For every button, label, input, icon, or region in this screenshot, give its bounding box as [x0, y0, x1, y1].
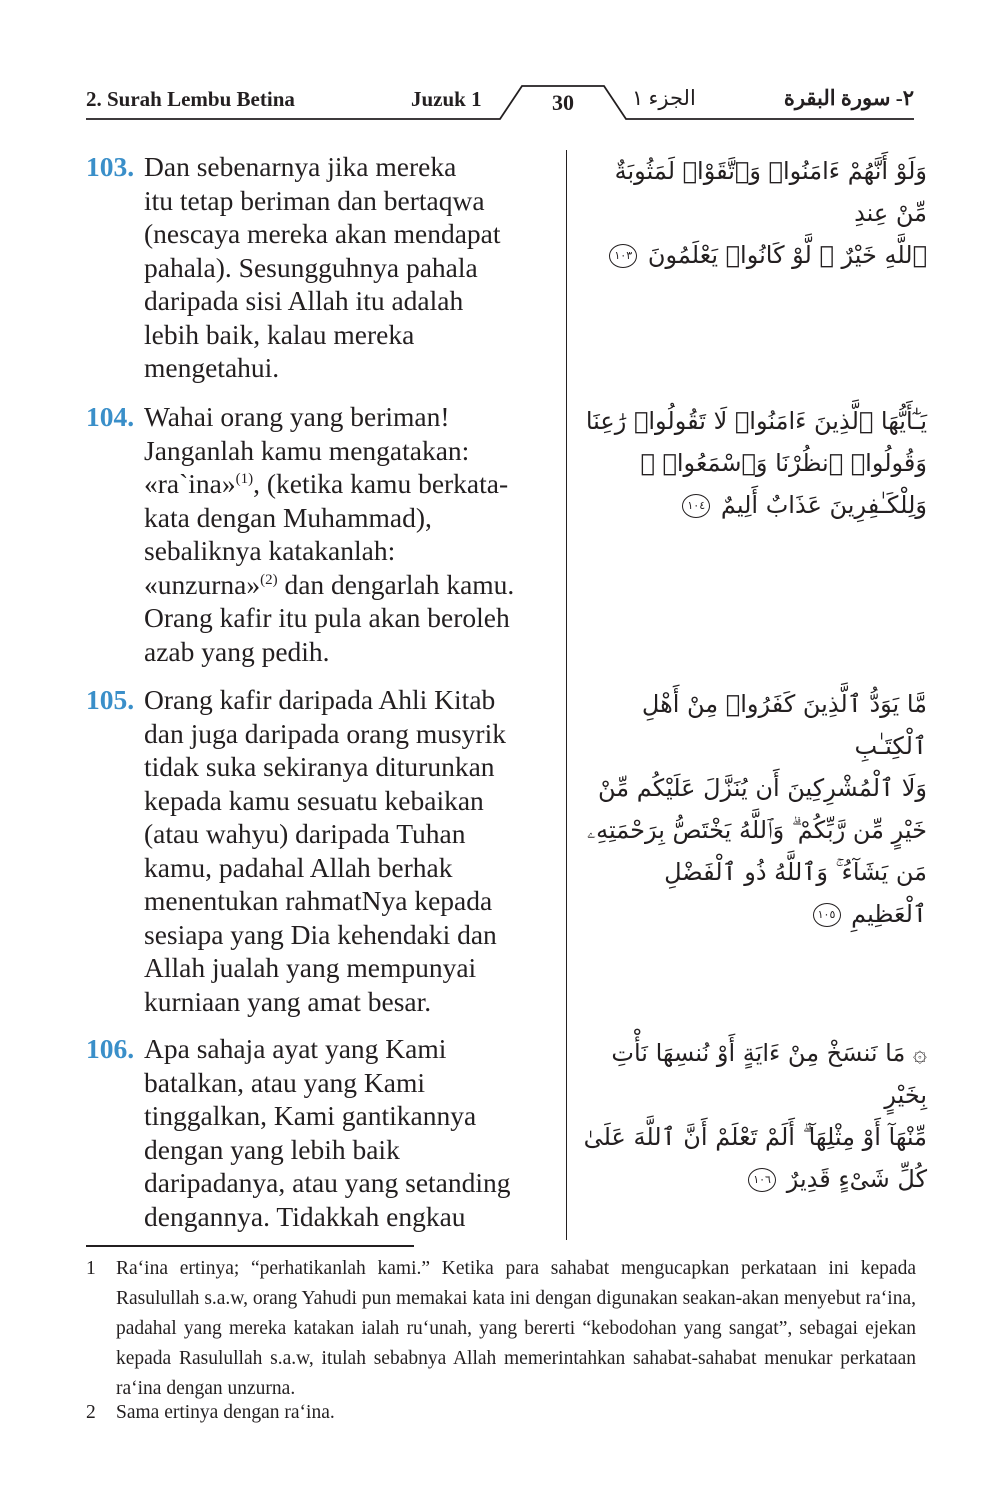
arabic-line: وَلَوْ أَنَّهُمْ ءَامَنُوا۟ وَٱتَّقَوْا۟ لَمَثُوبَةٌ مِّنْ عِندِ	[614, 157, 927, 227]
verse-text-part: dan dengarlah kamu. Orang kafir itu pula akan beroleh azab yang pedih.	[144, 568, 515, 667]
verse-number: 103.	[86, 151, 135, 182]
ayah-end-marker: ١٠٤	[682, 494, 710, 518]
arabic-line	[582, 234, 927, 276]
header-juz-arabic: الجزء ١	[632, 86, 696, 110]
verse-text: Apa sahaja ayat yang Kami batalkan, atau yang Kami tinggalkan, Kami gantikannya dengan yang lebih baik daripadanya, atau yang setanding dengannya. Tidakkah engkau	[144, 1033, 511, 1232]
verse-104-translation	[86, 400, 558, 668]
arabic-line-text: مَن يَشَآءُ ۚ وَٱللَّهُ ذُو ٱلْفَضْلِ ٱلْعَظِيمِ	[664, 858, 927, 928]
verse-number: 105.	[86, 684, 135, 715]
verse-text-part: Wahai orang yang beriman! Janganlah kamu mengatakan: «ra`ina»	[144, 401, 470, 499]
verse-103-translation	[86, 150, 558, 385]
header-rule	[0, 0, 1000, 140]
footnote-text: Ra‘ina ertinya; “perhatikanlah kami.” Ketika para sahabat mengucapkan perkataan ini kepada Rasulullah s.a.w, orang Yahudi pun memakai kata ini dengan digunakan seakan-akan menyebut ra‘ina, padahal yang mereka katakan ialah ru‘unah, yang bererti “kebodohan yang sangat”, sebagai ejekan kepada Rasulullah s.a.w, itulah sebabnya Allah memerintahkan sahabat-sahabat menukar perkataan ra‘ina dengan unzurna.	[116, 1258, 916, 1399]
page-number: 30	[552, 90, 574, 115]
arabic-line-text: وَلِلْكَـٰفِرِينَ عَذَابٌ أَلِيمٌ	[720, 491, 927, 519]
header-surah-title: 2. Surah Lembu Betina	[86, 87, 295, 111]
arabic-line	[582, 1158, 927, 1200]
ayah-end-marker: ١٠٦	[748, 1168, 776, 1192]
verse-text: Orang kafir daripada Ahli Kitab dan juga daripada orang musyrik tidak suka sekiranya diturunkan kepada kamu sesuatu kebaikan (atau wahyu) daripada Tuhan kamu, padahal Allah berhak menentukan rahmatNya kepada sesiapa yang Dia kehendaki dan Allah jualah yang mempunyai kurniaan yang amat besar.	[144, 684, 506, 1017]
footnote-ref-2[interactable]: (2)	[260, 571, 278, 588]
verse-text: Dan sebenarnya jika mereka itu tetap beriman dan bertaqwa (nescaya mereka akan mendapat pahala). Sesungguhnya pahala daripada sisi Allah itu adalah lebih baik, kalau mereka mengetahui.	[144, 151, 501, 383]
header-juzuk: Juzuk 1	[411, 87, 482, 111]
footnote-text: Sama ertinya dengan ra‘ina.	[116, 1402, 335, 1423]
verse-105-translation	[86, 683, 558, 1018]
arabic-line: يَـٰٓأَيُّهَا ٱلَّذِينَ ءَامَنُوا۟ لَا تَقُولُوا۟ رَٰعِنَا	[585, 407, 927, 435]
verse-number: 104.	[86, 401, 135, 432]
footnote-rule	[86, 1245, 414, 1247]
arabic-line-text: ٱللَّهِ خَيْرٌ ۖ لَّوْ كَانُوا۟ يَعْلَمُونَ	[647, 241, 927, 269]
arabic-line-text: كُلِّ شَىْءٍ قَدِيرٌ	[786, 1165, 927, 1193]
ayah-end-marker: ١٠٥	[813, 903, 841, 927]
arabic-line: مَّا يَوَدُّ ٱلَّذِينَ كَفَرُوا۟ مِنْ أَهْلِ ٱلْكِتَـٰبِ	[641, 690, 927, 760]
verse-105-arabic	[582, 683, 927, 935]
verse-104-arabic	[582, 400, 927, 526]
arabic-line: وَلَا ٱلْمُشْرِكِينَ أَن يُنَزَّلَ عَلَيْكُم مِّنْ	[597, 774, 927, 802]
arabic-line: مِّنْهَآ أَوْ مِثْلِهَآ ۗ أَلَمْ تَعْلَمْ أَنَّ ٱللَّهَ عَلَىٰ	[583, 1123, 927, 1151]
arabic-line: خَيْرٍ مِّن رَّبِّكُمْ ۗ وَٱللَّهُ يَخْتَصُّ بِرَحْمَتِهِۦ	[587, 816, 927, 844]
arabic-line	[582, 851, 927, 935]
verse-number: 106.	[86, 1033, 135, 1064]
footnote-1	[86, 1254, 916, 1404]
ayah-end-marker: ١٠٣	[609, 244, 637, 268]
footnote-ref-1[interactable]: (1)	[235, 470, 254, 487]
column-divider	[566, 150, 567, 1240]
footnote-number: 2	[86, 1402, 96, 1423]
verse-text-part: , (ketika kamu berkata- kata dengan Muhammad), sebaliknya katakanlah: «unzurna»	[144, 468, 509, 600]
verse-103-arabic	[582, 150, 927, 276]
verse-106-translation	[86, 1032, 558, 1233]
footnote-number: 1	[86, 1258, 96, 1279]
arabic-line: ۞ مَا نَنسَخْ مِنْ ءَايَةٍ أَوْ نُنسِهَا نَأْتِ بِخَيْرٍ	[611, 1039, 927, 1109]
verse-text	[144, 400, 558, 668]
header-surah-arabic: ٢- سورة البقرة	[783, 86, 914, 110]
arabic-line: وَقُولُوا۟ ٱنظُرْنَا وَٱسْمَعُوا۟ ۗ	[640, 449, 927, 477]
footnote-2	[86, 1398, 916, 1428]
verse-106-arabic	[582, 1032, 927, 1200]
arabic-line	[582, 484, 927, 526]
